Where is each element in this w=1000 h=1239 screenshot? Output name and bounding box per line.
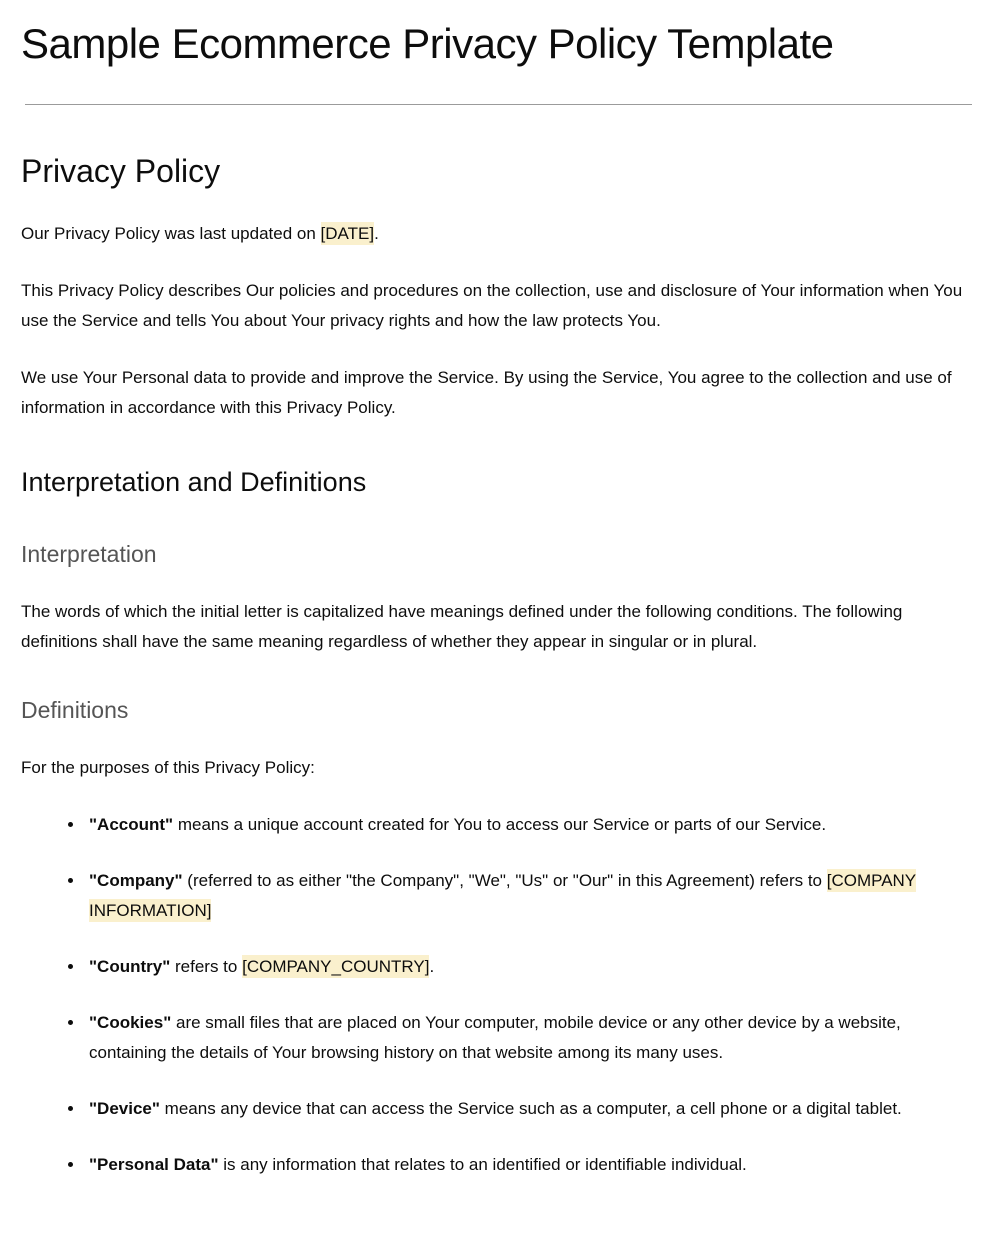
- interpretation-definitions-heading: Interpretation and Definitions: [21, 466, 367, 497]
- definition-term: "Cookies": [89, 1012, 172, 1032]
- company-country-placeholder-highlight: [COMPANY_COUNTRY]: [242, 956, 430, 976]
- intro-paragraph-1: This Privacy Policy describes Our policies and procedures on the collection, use and disclosure of Your information when You use the Service and tells You about Your privacy rights and how the law protects You.: [21, 281, 963, 330]
- definitions-lead: For the purposes of this Privacy Policy:: [21, 758, 315, 778]
- last-updated-prefix: Our Privacy Policy was last updated on: [21, 224, 321, 244]
- definition-item-company: [85, 866, 972, 926]
- definition-item-cookies: [85, 1008, 972, 1068]
- definition-term: "Account": [89, 815, 174, 835]
- definition-text-after: .: [429, 956, 435, 976]
- last-updated-line: [21, 219, 972, 249]
- last-updated-suffix: .: [374, 224, 379, 244]
- privacy-policy-heading: Privacy Policy: [21, 152, 221, 189]
- document-title: Sample Ecommerce Privacy Policy Template: [21, 20, 834, 67]
- definition-text: means any device that can access the Service such as a computer, a cell phone or a digital tablet.: [159, 1098, 902, 1118]
- definition-term: "Country": [89, 956, 171, 976]
- definitions-subheading: Definitions: [21, 697, 129, 724]
- intro-paragraph-2: We use Your Personal data to provide and improve the Service. By using the Service, You agree to the collection and use of information in accordance with this Privacy Policy.: [21, 367, 952, 417]
- definition-term: "Personal Data": [89, 1154, 219, 1174]
- definition-text: refers to: [170, 956, 243, 976]
- date-placeholder-highlight: [DATE]: [320, 224, 375, 244]
- definition-item-device: [85, 1094, 972, 1124]
- interpretation-subheading: Interpretation: [21, 540, 157, 567]
- definition-term: "Device": [89, 1098, 160, 1118]
- company-information-placeholder-highlight: [COMPANY INFORMATION]: [89, 871, 917, 921]
- title-divider: [25, 104, 972, 105]
- definition-item-personal-data: [85, 1150, 972, 1180]
- definition-text: is any information that relates to an identified or identifiable individual.: [218, 1154, 747, 1174]
- definition-text: are small files that are placed on Your computer, mobile device or any other device by a website, containing the details of Your browsing history on that website among its many uses.: [89, 1012, 901, 1062]
- definition-text: (referred to as either "the Company", "We", "Us" or "Our" in this Agreement) refers to: [182, 871, 827, 891]
- definition-text: means a unique account created for You to access our Service or parts of our Service.: [173, 815, 827, 835]
- definition-item-account: [85, 810, 972, 840]
- definitions-list: [21, 810, 972, 1179]
- definition-item-country: [85, 952, 972, 982]
- interpretation-paragraph: The words of which the initial letter is capitalized have meanings defined under the following conditions. The following definitions shall have the same meaning regardless of whether they appear in singular or in plural.: [21, 601, 903, 651]
- definition-term: "Company": [89, 871, 183, 891]
